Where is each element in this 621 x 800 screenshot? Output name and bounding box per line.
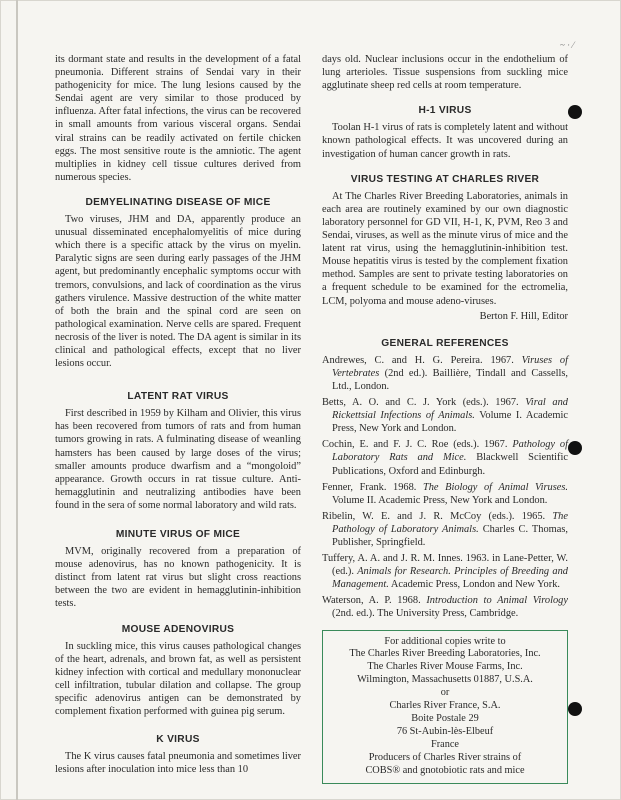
h1-virus-heading: H-1 VIRUS [418,105,472,117]
box-line: or [440,687,450,699]
box-line: Wilmington, Massachusetts 01887, U.S.A. [357,674,533,686]
left-column [55,53,301,777]
punch-hole [568,105,582,119]
box-line: 76 St-Aubin-lès-Elbeuf [396,725,494,737]
mouse-adenovirus-heading: MOUSE ADENOVIRUS [121,623,235,635]
corner-mark: ~ · ⁄ [560,40,574,50]
right-column [322,53,568,784]
demyelinating-text: Two viruses, JHM and DA, apparently produce an unusual disseminated encephalomyelitis of mice during which there is a specific attack by the virus on myelin. Paralytic signs are seen during early passages of the JHM agent, but predominantly encephalic symptoms occur with tremors, convulsions, and lack of coordination as the virus gathers virulence. Massive destruction of the white matter of both the brain and the spinal cord are seen on pathological examination. Nerve cells are spared. Frequent necrosis of the liver is noted. The DA agent is similar in its clinical and pathological effects, except that no liver lesions occur. [55,214,301,370]
k-virus-heading: K VIRUS [156,734,200,746]
h1-virus-text: Toolan H-1 virus of rats is completely latent and without known pathological effects. It was uncovered during an investigation of human cancer growth in rats. [322,122,568,160]
virus-testing-heading: VIRUS TESTING AT CHARLES RIVER [350,173,540,185]
binder-edge [16,0,18,800]
reference-item: Ribelin, W. E. and J. R. McCoy (eds.). 1965. The Pathology of Laboratory Animals. Charles C. Thomas, Publisher, Springfield. [322,510,568,548]
reference-item: Tuffery, A. A. and J. R. M. Innes. 1963. in Lane-Petter, W. (ed.). Animals for Research. Principles of Breeding and Management. Academic Press, London and New York. [322,553,568,591]
reference-item: Betts, A. O. and C. J. York (eds.). 1967. Viral and Rickettsial Infections of Animals. Volume I. Academic Press, New York and London. [322,397,568,435]
box-line: Charles River France, S.A. [389,700,501,712]
box-line: The Charles River Mouse Farms, Inc. [367,661,523,673]
references-list [322,354,568,621]
reference-item: Fenner, Frank. 1968. The Biology of Animal Viruses. Volume II. Academic Press, New York and London. [322,481,569,506]
box-line: For additional copies write to [384,635,506,647]
references-heading: GENERAL REFERENCES [381,337,509,349]
minute-virus-text: MVM, originally recovered from a preparation of mouse adenovirus, has no known pathogenicity. It is distinct from latent rat virus but slight cross reactions between the two are evident in hemagglutinin-inhibition tests. [55,546,301,610]
box-line: COBS® and gnotobiotic rats and mice [365,764,525,776]
box-line: Boite Postale 29 [411,713,479,724]
box-line: Producers of Charles River strains of [368,751,522,763]
minute-virus-heading: MINUTE VIRUS OF MICE [115,529,241,540]
reference-item: Andrewes, C. and H. G. Pereira. 1967. Viruses of Vertebrates (2nd ed.). Baillière, Tindall and Cassells, Ltd., London. [322,354,568,392]
latent-rat-text: First described in 1959 by Kilham and Olivier, this virus has been recovered from tumors of rats and from human tumors growing in rats. A fulminating disease of weanling hamsters has been caused by large doses of the virus; smaller amounts produce dwarfism and a “mongoloid” appearance. Growth occurs in rat tissue culture. Anti-hemagglutinin and neutralizing antibodies have been found in the sera of some normal laboratory and wild rats. [55,408,301,511]
reference-item: Cochin, E. and F. J. C. Roe (eds.). 1967. Pathology of Laboratory Rats and Mice. Blackwell Scientific Publications, Oxford and Edinburgh. [322,439,569,477]
additional-copies-box [322,630,568,784]
demyelinating-heading: DEMYELINATING DISEASE OF MICE [85,196,271,208]
punch-hole [568,441,582,455]
punch-hole [568,702,582,716]
latent-rat-heading: LATENT RAT VIRUS [127,391,229,403]
reference-item: Waterson, A. P. 1968. Introduction to Animal Virology (2nd. ed.). The University Press, Cambridge. [322,595,568,620]
editor-signature: Berton F. Hill, Editor [479,310,568,322]
box-line: France [430,738,459,750]
k-virus-continued-text: days old. Nuclear inclusions occur in the endothelium of lung arterioles. Tissue suspensions from suckling mice agglutinate sheep red cells at room temperature. [322,54,568,92]
k-virus-text: The K virus causes fatal pneumonia and sometimes liver lesions after inoculation into mice less than 10 [55,751,301,776]
mouse-adenovirus-text: In suckling mice, this virus causes pathological changes of the heart, adrenals, and brown fat, as well as persistent kidney infection with cortical and medullary mononuclear cell infiltration, tubular dilation and collapse. The group specific adenovirus antigen can be demonstrated by complement fixation performed with guinea pig serum. [55,640,301,718]
box-line: The Charles River Breeding Laboratories, Inc. [349,648,541,660]
sendai-continued-text: its dormant state and results in the development of a fatal pneumonia. Different strains of Sendai vary in their pathogenicity for mice. The lung lesions caused by the Sendai agent are very similar to those produced by influenza. After fatal infections, the virus can be recovered in small amounts from various visceral organs. Sendai viral strains can be readily activated on fertile chicken eggs. The most sensitive route is the amniotic. The agent multiplies in kidney cell tissue cultures derived from numerous species. [55,54,301,183]
virus-testing-text: At The Charles River Breeding Laboratories, animals in each area are routinely examined by our own diagnostic laboratory personnel for GD VII, H-1, K, PVM, Reo 3 and Sendai, viruses, as well as the minute virus of mice and the latent rat virus, using the hemagglutinin-inhibition test. Mouse hepatitis virus is tested by the complement fixation method. Samples are sent to private testing laboratories on a frequent schedule to be examined for the ectromelia, LCM, polyoma and mouse adeno-viruses. [322,190,568,307]
